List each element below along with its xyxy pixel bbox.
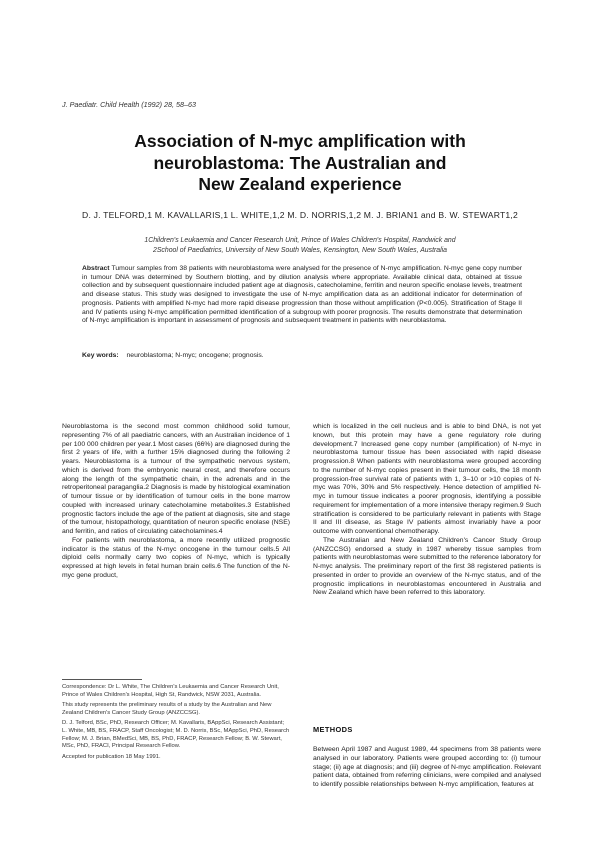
abstract-text: Tumour samples from 38 patients with neuroblastoma were analysed for the presence of N-myc amplification. N-myc gene copy number in tumour DNA was determined by Southern blotting, and by dilution analysis where appropriate. Available clinical data, obtained at tissue collection and by subsequent questionnaire included patient age at diagnosis, catecholamine, ferritin and neuron specific enolase levels, treatment and disease status. This study was designed to investigate the use of N-myc amplification data as an additional indicator for determination of prognosis. Patients with amplified N-myc had more rapid disease progression than those without amplification (P<0.005). Stratification of Stage II and IV patients using N-myc amplification permitted identification of a subgroup with poorer prognosis. The results demonstrate that determination of N-myc amplification is important in assessment of prognosis and subsequent treatment in patients with neuroblastoma.	[82, 265, 522, 325]
body-column-right	[313, 423, 541, 598]
author-list: D. J. TELFORD,1 M. KAVALLARIS,1 L. WHITE,1,2 M. D. NORRIS,1,2 M. J. BRIAN1 and B. W. STEWART1,2	[82, 210, 518, 220]
affiliation-1: 1Children's Leukaemia and Cancer Research Unit, Prince of Wales Children's Hospital, Randwick and	[144, 237, 456, 244]
body-paragraph: which is localized in the cell nucleus and is able to bind DNA, is not yet known, but this protein may have a gene regulatory role during development.7 Increased gene copy number (amplification) of N-myc in neuroblastoma tumour tissue has been associated with rapid disease progression.8 When patients with neuroblastoma were grouped according to the number of N-myc copies present in their tumour cells, the 18 month progression-free survival rate of patients with 1, 3–10 or >10 copies of N-myc was 70%, 30% and 5% respectively. Hence detection of amplified N-myc in tumour tissue indicates a poorer prognosis, identifying a possible requirement for implementation of a more intensive therapy regimen.9 Such stratification is considered to be particularly relevant in patients with Stage II and III disease, as Stage IV patients almost invariably have a poor outcome with conventional chemotherapy.	[313, 423, 541, 535]
body-column-left	[62, 423, 290, 581]
abstract-label: Abstract	[82, 265, 110, 272]
keywords	[82, 352, 522, 359]
methods-section	[313, 746, 541, 790]
footnotes	[62, 684, 290, 764]
title-line-2: neuroblastoma: The Australian and	[153, 152, 447, 173]
affiliation-2: 2School of Paediatrics, University of New South Wales, Kensington, New South Wales, Australia	[152, 246, 447, 254]
footnote-divider	[62, 679, 142, 680]
article-title	[0, 131, 600, 196]
journal-reference: J. Paediatr. Child Health (1992) 28, 58–63	[62, 100, 196, 109]
body-paragraph: Neuroblastoma is the second most common childhood solid tumour, representing 7% of all paediatric cancers, with an Australian incidence of 1 per 100 000 children per year.1 Most cases (66%) are diagnosed during the first 2 years of life, with a further 15% diagnosed during the following 2 years. Neuroblastoma is a tumour of the sympathetic nervous system, which is derived from the embryonic neural crest, and therefore occurs along the length of the sympathetic chain, in the adrenals and in the retroperitoneal paraganglia.2 Diagnosis is made by histological examination of tumour tissue or by identification of tumour cells in the bone marrow coupled with increased urinary catecholamine metabolites.3 Established prognostic factors include the age of the patient at diagnosis, site and stage of the tumour, histopathology, quantitation of neuron specific enolase (NSE) and ferritin, and ratios of circulating catecholamines.4	[62, 423, 290, 535]
footnote-accepted-date: Accepted for publication 18 May 1991.	[62, 753, 161, 760]
keywords-label: Key words:	[82, 352, 119, 359]
abstract	[82, 265, 522, 326]
keywords-text: neuroblastoma; N-myc; oncogene; prognosis.	[126, 352, 264, 359]
title-line-1: Association of N-myc amplification with	[134, 131, 466, 151]
methods-paragraph: Between April 1987 and August 1989, 44 specimens from 38 patients were analysed in our laboratory. Patients were grouped according to: (i) tumour stage; (ii) age at diagnosis; and (iii) degree of N-myc amplification. Relevant patient data, obtained from referring clinicians, were compiled and analysed to identify possible relationships between N-myc amplification, features at	[313, 746, 541, 788]
body-paragraph: The Australian and New Zealand Children's Cancer Study Group (ANZCCSG) endorsed a study in 1987 whereby tissue samples from patients with neuroblastomas were submitted to the reference laboratory for N-myc analysis. The preliminary report of the first 38 registered patients is presented in order to provide an overview of the N-myc status, and of the prognostic implications in neuroblastomas encountered in Australia and New Zealand which have been referred to this laboratory.	[313, 536, 541, 597]
body-paragraph: For patients with neuroblastoma, a more recently utilized prognostic indicator is the status of the N-myc oncogene in the tumour cells.5 All diploid cells normally carry two copies of N-myc, which is typically expressed at high levels in fetal human brain cells.6 The function of the N-myc gene product,	[62, 536, 290, 579]
footnote-correspondence: Correspondence: Dr L. White, The Children's Leukaemia and Cancer Research Unit, Prince of Wales Children's Hospital, High St, Randwick, NSW 2031, Australia.	[62, 684, 279, 698]
footnote-study-note: This study represents the preliminary results of a study by the Australian and New Zealand Children's Cancer Study Group (ANZCCSG).	[62, 702, 272, 716]
affiliations	[0, 236, 600, 255]
footnote-author-credentials: D. J. Telford, BSc, PhD, Research Officer; M. Kavallaris, BAppSci, Research Assistant; L. White, MB, BS, FRACP, Staff Oncologist; M. D. Norris, BSc, MAppSci, PhD, Research Fellow; M. J. Brian, BMedSci, MB, BS, PhD, FRACP, Research Fellow; B. W. Stewart, MSc, PhD, FRACI, Principal Research Fellow.	[62, 720, 290, 750]
title-line-3: New Zealand experience	[198, 174, 402, 194]
methods-heading: METHODS	[313, 725, 353, 734]
